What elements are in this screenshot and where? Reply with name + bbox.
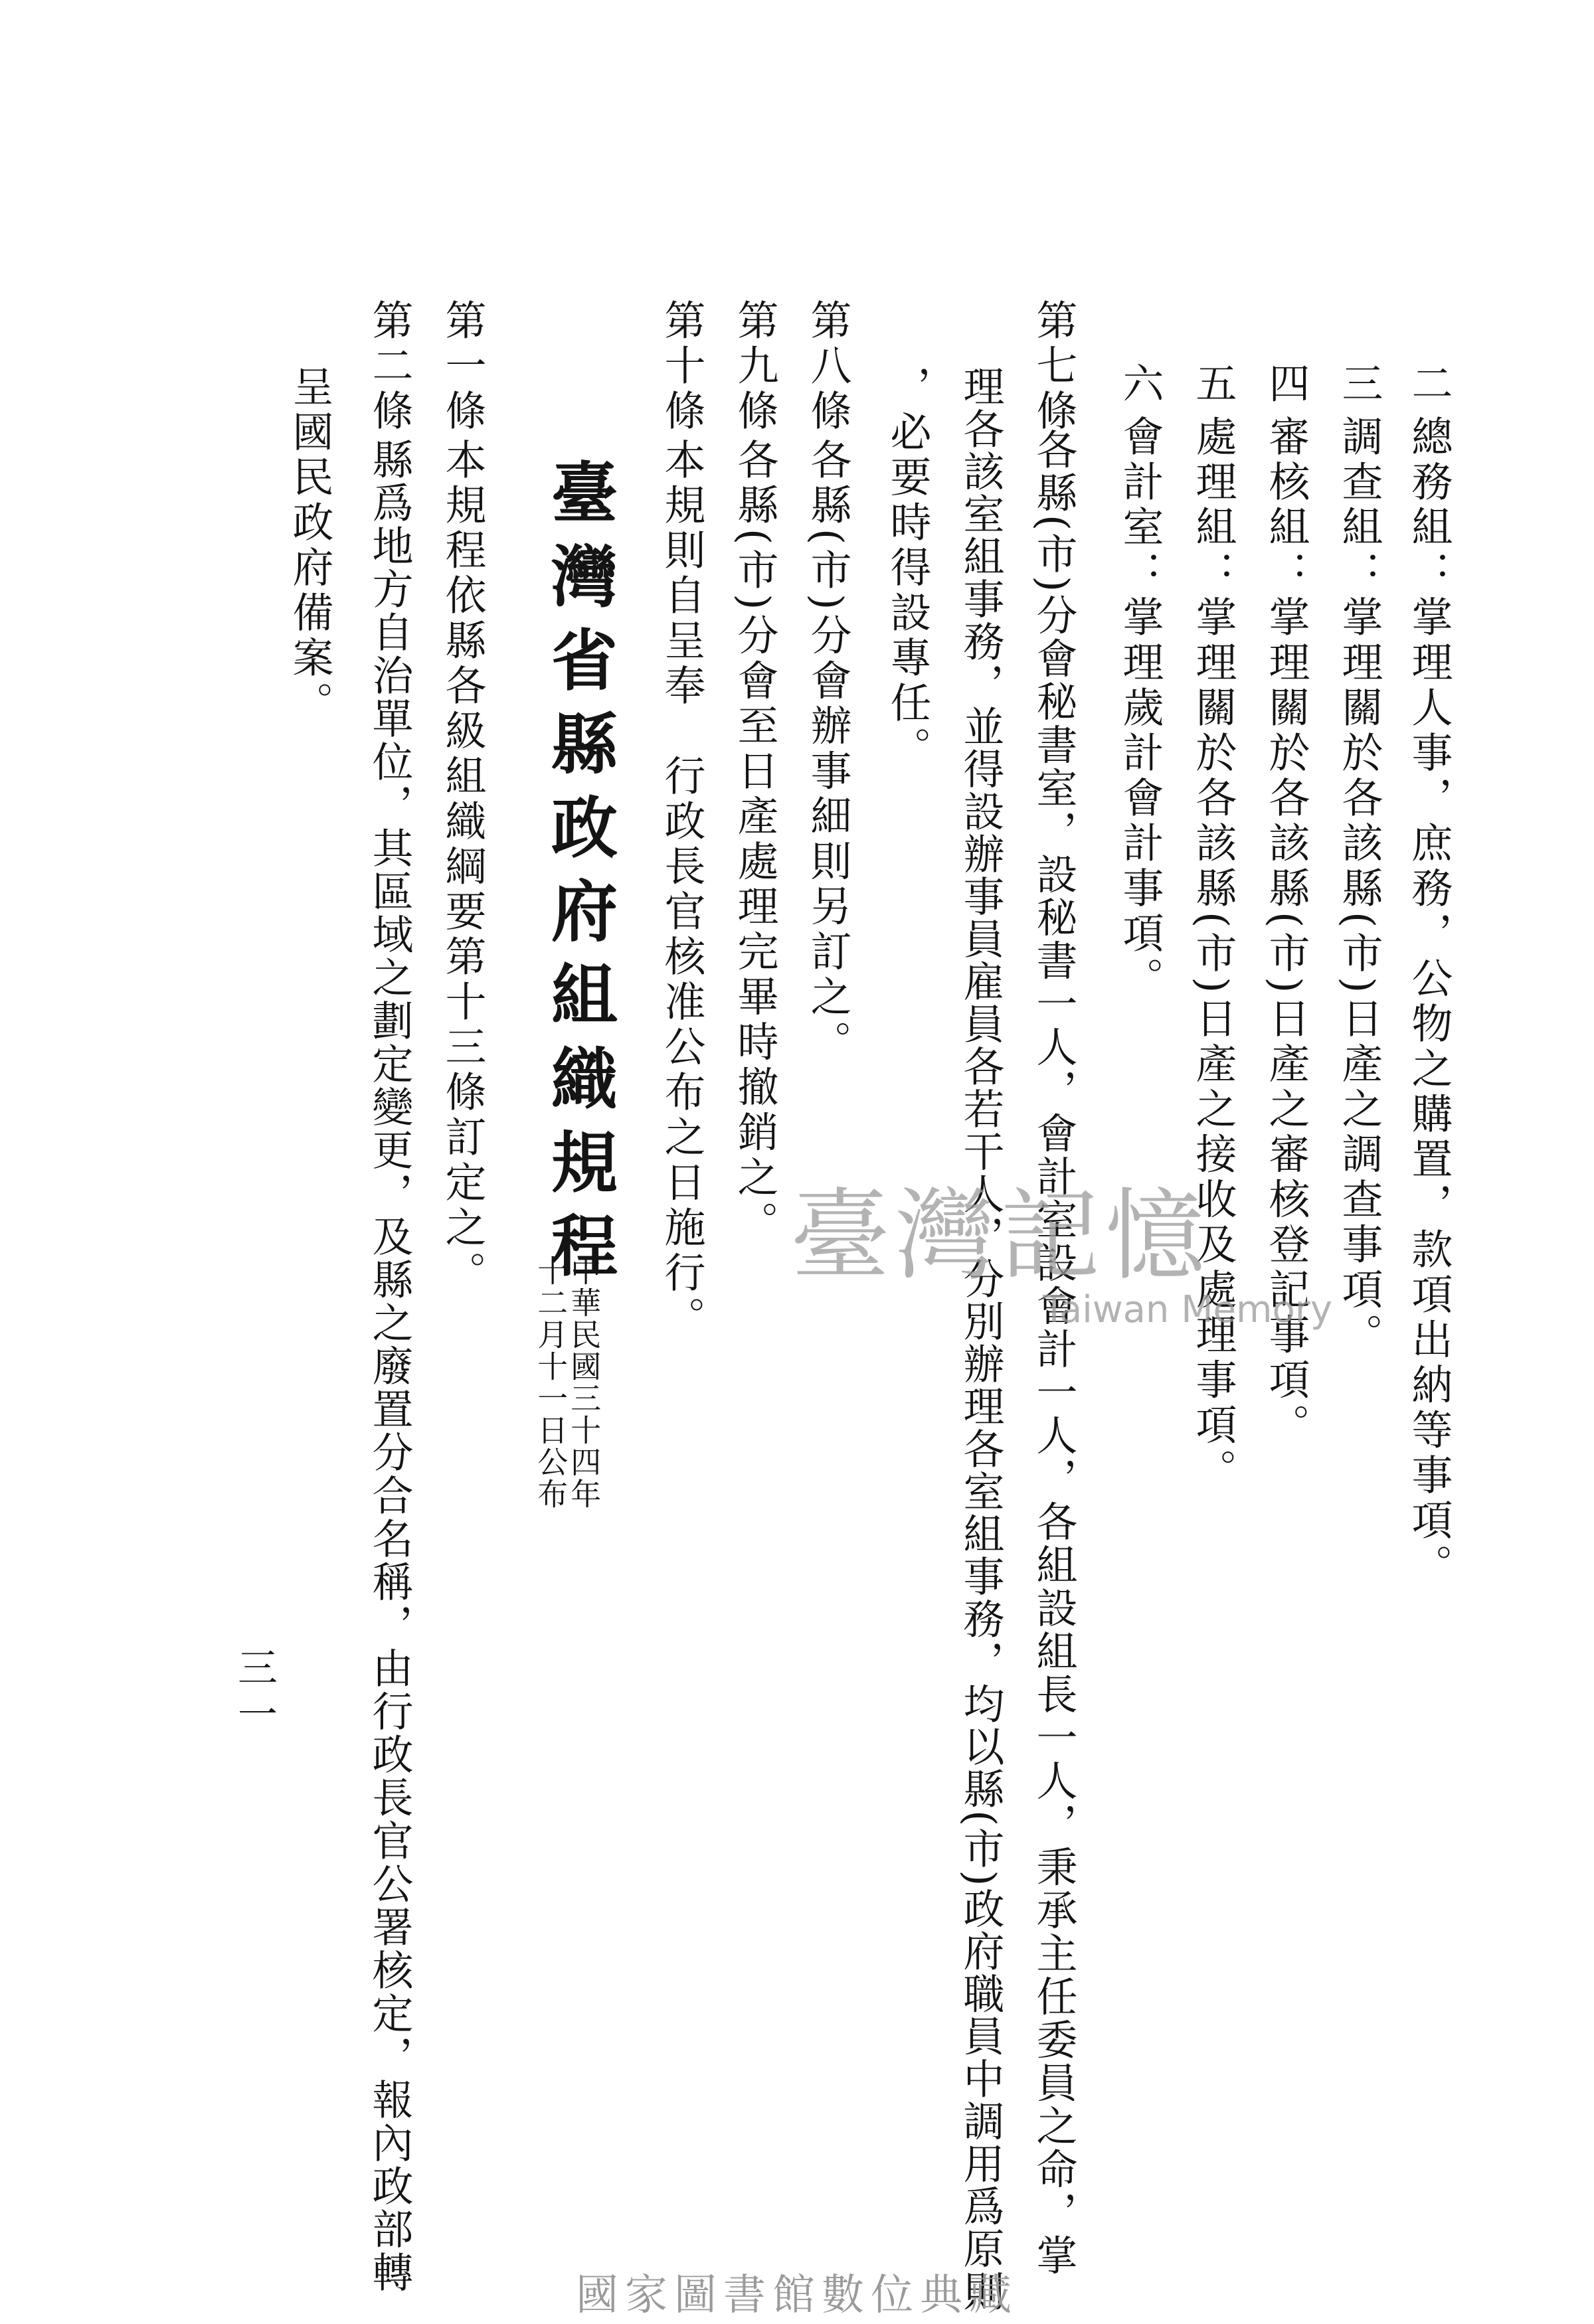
article-7-line-2: 理各該室組事務，並得設辦事員雇員各若干人，分別辦理各室組事務，均以縣(市)政府職員中調用爲原則 [956, 365, 1005, 2313]
article-10-number: 第十條 [658, 299, 706, 434]
article-7-line-3: ，必要時得設專任。 [883, 365, 932, 772]
promulgation-date-line-2: 十二月十一日公布 [533, 1255, 569, 1510]
item-2-column [1405, 362, 1453, 407]
item-6-number: 六 [1116, 362, 1164, 407]
document-title: 臺灣省縣政府組織規程 [540, 458, 618, 1295]
regulation-article-1-number: 第一條 [438, 299, 487, 434]
item-3-text: 調查組：掌理關於各該縣(市)日產之調查事項。 [1335, 415, 1383, 1359]
article-8-text: 各縣(市)分會辦事細則另訂之。 [804, 438, 852, 1066]
item-2-text: 總務組：掌理人事，庶務，公物之購置，款項出納等事項。 [1405, 415, 1453, 1589]
item-4-text: 審核組：掌理關於各該縣(市)日產之審核登記事項。 [1262, 415, 1310, 1449]
regulation-continuation: 呈國民政府備案。 [286, 365, 334, 726]
watermark-logo-text: 臺灣記憶 [790, 1179, 1211, 1294]
watermark-subtitle: Taiwan Memory [1043, 1288, 1332, 1331]
watermark [790, 1155, 1332, 1355]
page-number: 三一 [231, 1647, 278, 1740]
promulgation-date-line-1: 中華民國三十四年 [566, 1255, 602, 1510]
item-3-number: 三 [1335, 362, 1383, 407]
item-5-text: 處理組：掌理關於各該縣(市)日產之接收及處理事項。 [1189, 415, 1237, 1494]
item-number: 二 [1405, 362, 1453, 407]
article-7-number: 第七條 [1029, 299, 1078, 434]
item-6-text: 會計室：掌理歲計會計事項。 [1116, 415, 1164, 1002]
article-9-number: 第九條 [731, 299, 779, 434]
item-4-number: 四 [1262, 362, 1310, 407]
regulation-article-2-text: 縣爲地方自治單位，其區域之劃定變更，及縣之廢置分合名稱，由行政長官公署核定，報內政部轉 [365, 438, 414, 2294]
article-9-text: 各縣(市)分會至日產處理完畢時撤銷之。 [731, 438, 779, 1246]
footer-collection-label: 國家圖書館數位典藏 [576, 2271, 1018, 2320]
regulation-article-1-text: 本規程依縣各級組織綱要第十三條訂定之。 [438, 438, 487, 1296]
item-5-number: 五 [1189, 362, 1237, 407]
article-7-line-1: 各縣(市)分會秘書室，設秘書一人，會計室設會計一人，各組設組長一人，秉承主任委員之命，掌 [1029, 428, 1078, 2278]
regulation-article-2-number: 第二條 [365, 299, 414, 434]
article-8-number: 第八條 [804, 299, 852, 434]
article-10-text: 本規則自呈奉 行政長官核准公布之日施行。 [658, 438, 706, 1341]
